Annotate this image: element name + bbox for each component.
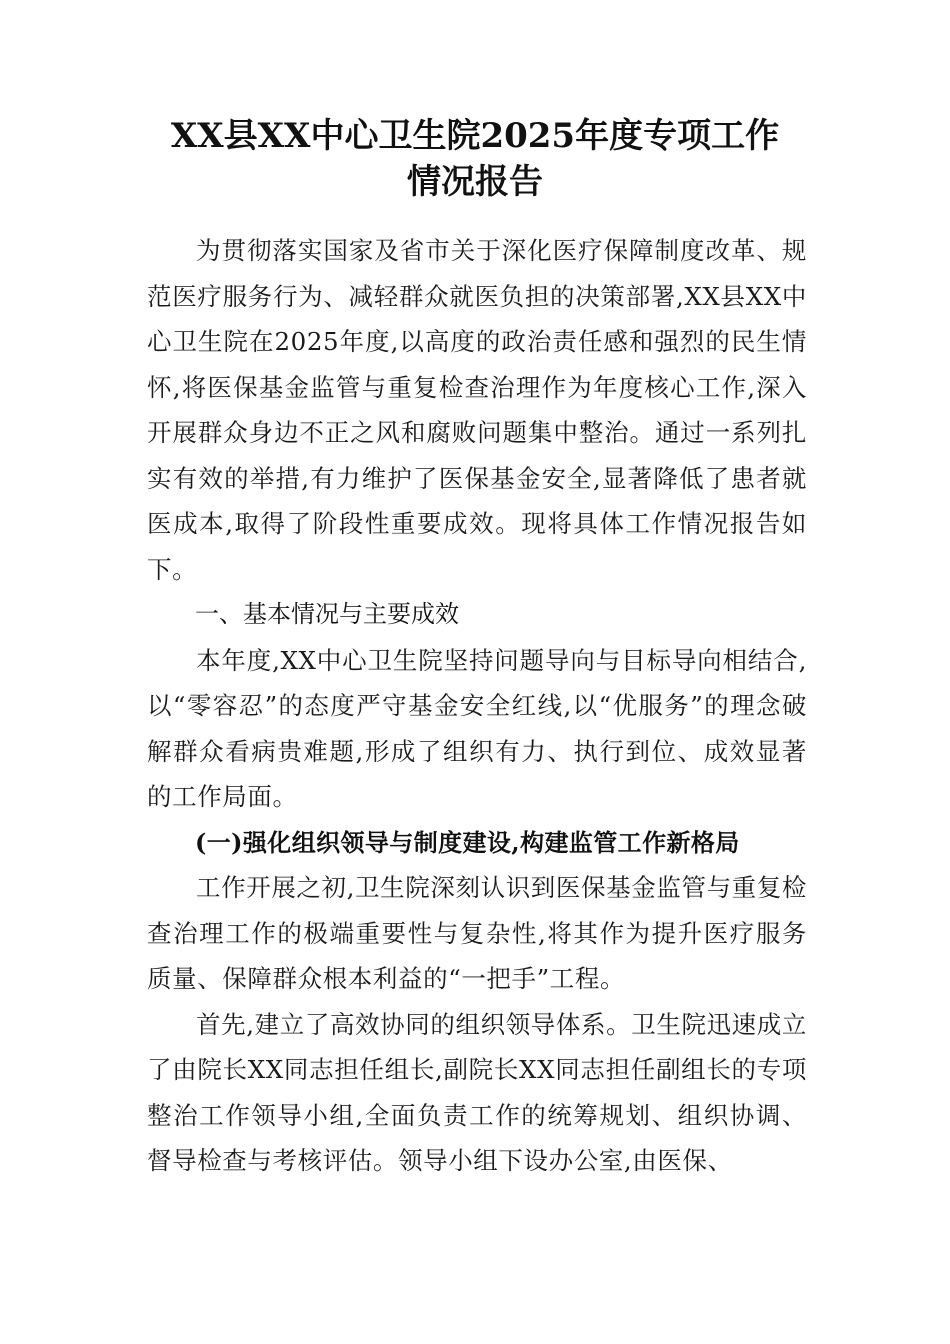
section-heading-1: 一、基本情况与主要成效 xyxy=(195,600,459,628)
subsection-1-paragraph-1: 工作开展之初,卫生院深刻认识到医保基金监管与重复检查治理工作的极端重要性与复杂性,将其作为提升医疗服务质量、保障群众根本利益的“一把手”工程。 xyxy=(147,873,807,993)
document-title-line-1: XX县XX中心卫生院2025年度专项工作 xyxy=(170,116,780,156)
subsection-1-paragraph-2: 首先,建立了高效协同的组织领导体系。卫生院迅速成立了由院长XX同志担任组长,副院长XX同志担任副组长的专项整治工作领导小组,全面负责工作的统筹规划、组织协调、督导检查与考核评估。领导小组下设办公室,由医保、 xyxy=(147,1009,807,1175)
intro-paragraph: 为贯彻落实国家及省市关于深化医疗保障制度改革、规范医疗服务行为、减轻群众就医负担的决策部署,XX县XX中心卫生院在2025年度,以高度的政治责任感和强烈的民生情怀,将医保基金监管与重复检查治理作为年度核心工作,深入开展群众身边不正之风和腐败问题集中整治。通过一系列扎实有效的举措,有力维护了医保基金安全,显著降低了患者就医成本,取得了阶段性重要成效。现将具体工作情况报告如下。 xyxy=(147,236,807,584)
section-1-paragraph: 本年度,XX中心卫生院坚持问题导向与目标导向相结合,以“零容忍”的态度严守基金安全红线,以“优服务”的理念破解群众看病贵难题,形成了组织有力、执行到位、成效显著的工作局面。 xyxy=(147,645,807,811)
document-body xyxy=(147,228,807,1184)
subsection-heading-1: (一)强化组织领导与制度建设,构建监管工作新格局 xyxy=(195,827,740,857)
document-title-line-2: 情况报告 xyxy=(407,162,543,202)
